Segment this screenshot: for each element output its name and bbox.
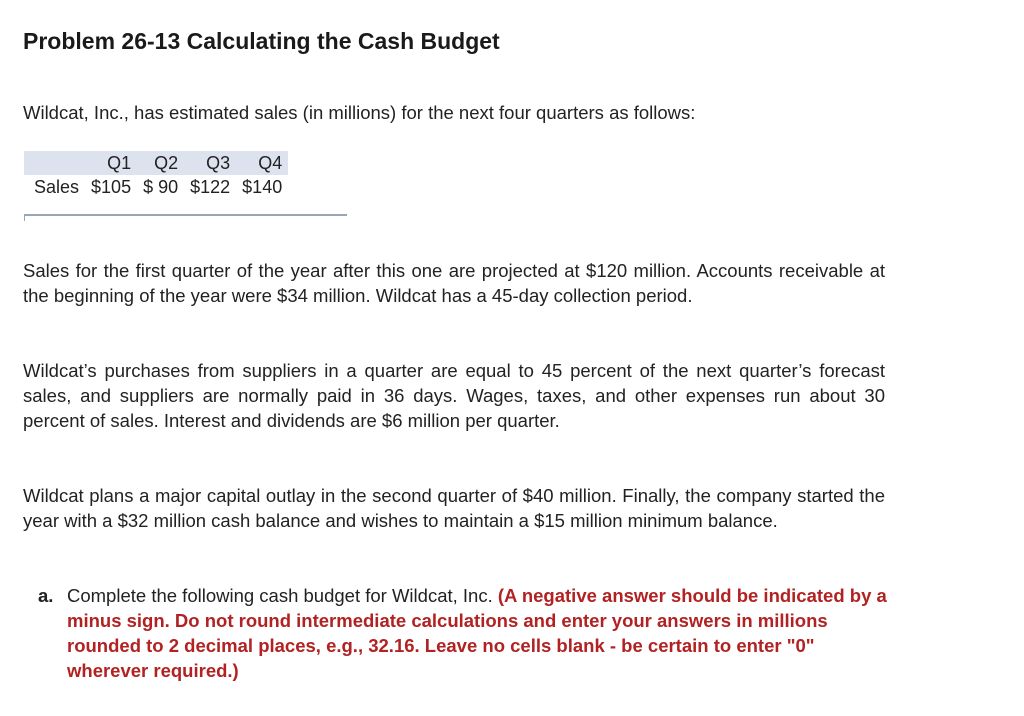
table-header-q2: Q2	[137, 151, 184, 175]
sales-row	[24, 175, 288, 199]
table-header-q4: Q4	[236, 151, 288, 175]
table-header-q1: Q1	[85, 151, 137, 175]
paragraph-receivables: Sales for the first quarter of the year after this one are projected at $120 million. Accounts receivable at the beginning of the year were $34 million. Wildcat has a 45-day collection period.	[23, 260, 885, 306]
instruction-note: (A negative answer should be indicated by a minus sign. Do not round intermediate calculations and enter your answers in millions rounded to 2 decimal places, e.g., 32.16. Leave no cells blank - be certain to enter "0" wherever required.)	[67, 585, 887, 681]
sales-q1-value: $105	[91, 176, 132, 197]
instruction-a	[38, 583, 890, 683]
problem-title: Problem 26-13 Calculating the Cash Budget	[23, 28, 500, 54]
sales-table	[24, 151, 288, 199]
sales-table-header-row	[24, 151, 288, 175]
sales-q4-value: $140	[242, 176, 283, 197]
table-header-cell	[24, 151, 85, 175]
instruction-body	[67, 583, 890, 683]
instruction-text: Complete the following cash budget for Wildcat, Inc.	[67, 585, 493, 606]
sales-row-label: Sales	[34, 176, 80, 197]
paragraph-capital-outlay: Wildcat plans a major capital outlay in the second quarter of $40 million. Finally, the company started the year with a $32 million cash balance and wishes to maintain a $15 million minimum balance.	[23, 485, 885, 531]
intro-text: Wildcat, Inc., has estimated sales (in millions) for the next four quarters as follows:	[23, 102, 696, 123]
sales-q3-value: $122	[190, 176, 231, 197]
table-header-q3: Q3	[184, 151, 236, 175]
paragraph-purchases: Wildcat’s purchases from suppliers in a quarter are equal to 45 percent of the next quarter’s forecast sales, and suppliers are normally paid in 36 days. Wages, taxes, and other expenses run about 30 percent of sales. Interest and dividends are $6 million per quarter.	[23, 360, 885, 431]
sales-q2-value: $ 90	[143, 176, 179, 197]
instruction-marker: a.	[38, 585, 54, 606]
table-divider	[24, 214, 347, 221]
